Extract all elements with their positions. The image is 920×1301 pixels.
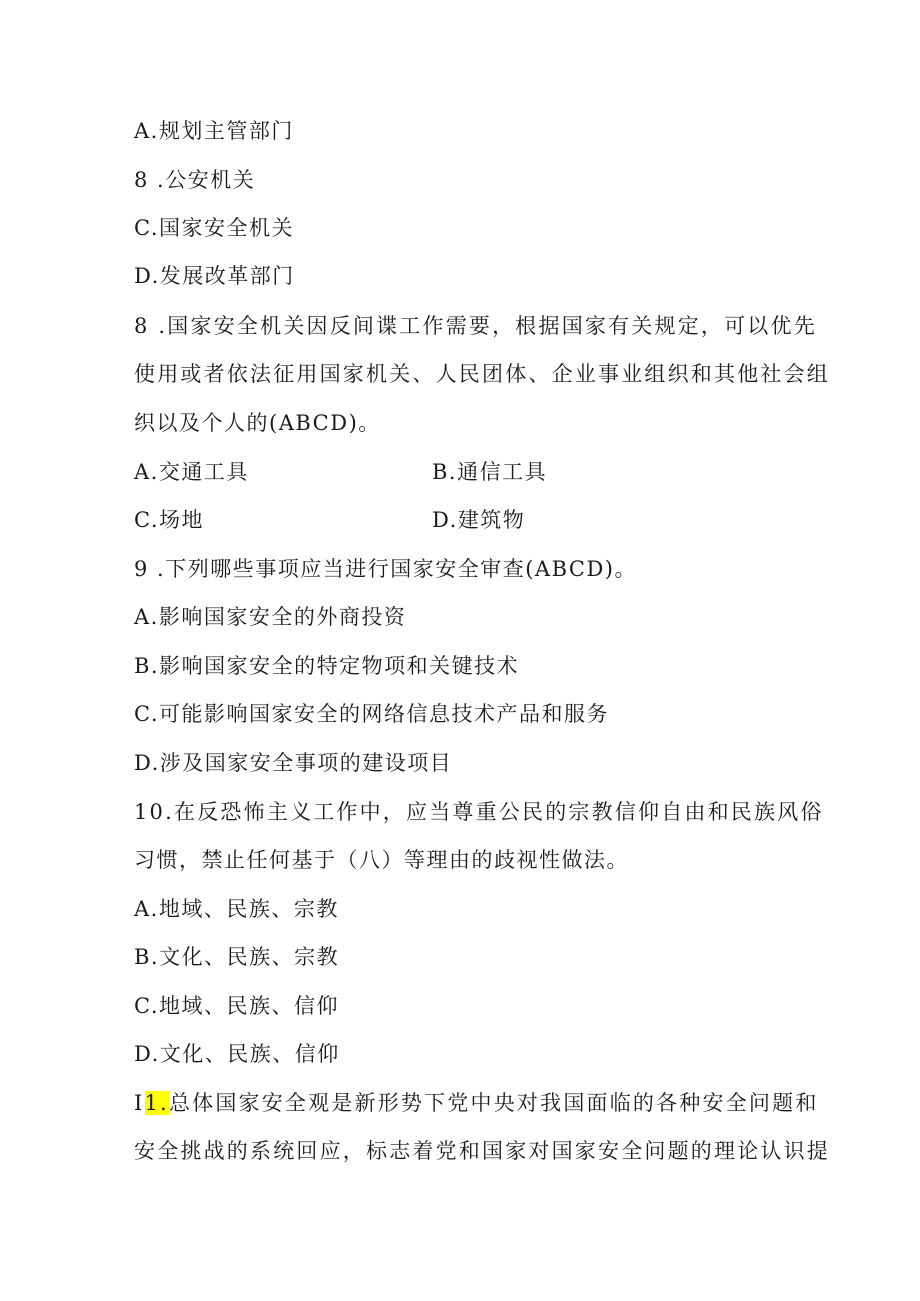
question-11-text: 总体国家安全观是新形势下党中央对我国面临的各种安全问题和	[168, 1091, 819, 1115]
option-b-key-technology: B.影响国家安全的特定物项和关键技术	[134, 654, 520, 678]
question-11-prefix: I	[134, 1091, 145, 1115]
option-d-culture-belief: D.文化、民族、信仰	[134, 1042, 340, 1066]
question-11-line-2: 安全挑战的系统回应，标志着党和国家对国家安全问题的理论认识提	[134, 1139, 830, 1163]
option-b-communication: B.通信工具	[432, 460, 548, 484]
option-a-planning: A.规划主管部门	[134, 119, 294, 143]
option-c-belief: C.地域、民族、信仰	[134, 994, 339, 1018]
question-8-line-2: 使用或者依法征用国家机关、人民团体、企业事业组织和其他社会组	[134, 362, 830, 386]
option-d-construction: D.涉及国家安全事项的建设项目	[134, 751, 453, 775]
question-8-line-1: 8 .国家安全机关因反间谍工作需要，根据国家有关规定，可以优先	[134, 314, 817, 338]
option-d-building: D.建筑物	[432, 508, 526, 532]
question-11-line-1	[134, 1083, 819, 1123]
option-a-region: A.地域、民族、宗教	[134, 897, 339, 921]
question-8-line-3: 织以及个人的(ABCD)。	[134, 411, 381, 435]
option-c-venue: C.场地	[134, 508, 204, 532]
question-10-line-1: 10.在反恐怖主义工作中，应当尊重公民的宗教信仰自由和民族风俗	[134, 800, 824, 824]
option-a-transport: A.交通工具	[134, 460, 249, 484]
option-c-state-security: C.国家安全机关	[134, 216, 294, 240]
option-c-network-products: C.可能影响国家安全的网络信息技术产品和服务	[134, 702, 609, 726]
option-a-foreign-investment: A.影响国家安全的外商投资	[134, 605, 407, 629]
option-b-culture: B.文化、民族、宗教	[134, 945, 340, 969]
option-b-public-security: 8 .公安机关	[134, 168, 256, 192]
question-9: 9 .下列哪些事项应当进行国家安全审查(ABCD)。	[134, 557, 637, 581]
highlighted-number: 1.	[144, 1091, 169, 1115]
question-10-line-2: 习惯，禁止任何基于（八）等理由的歧视性做法。	[134, 848, 629, 872]
option-d-development: D.发展改革部门	[134, 264, 295, 288]
